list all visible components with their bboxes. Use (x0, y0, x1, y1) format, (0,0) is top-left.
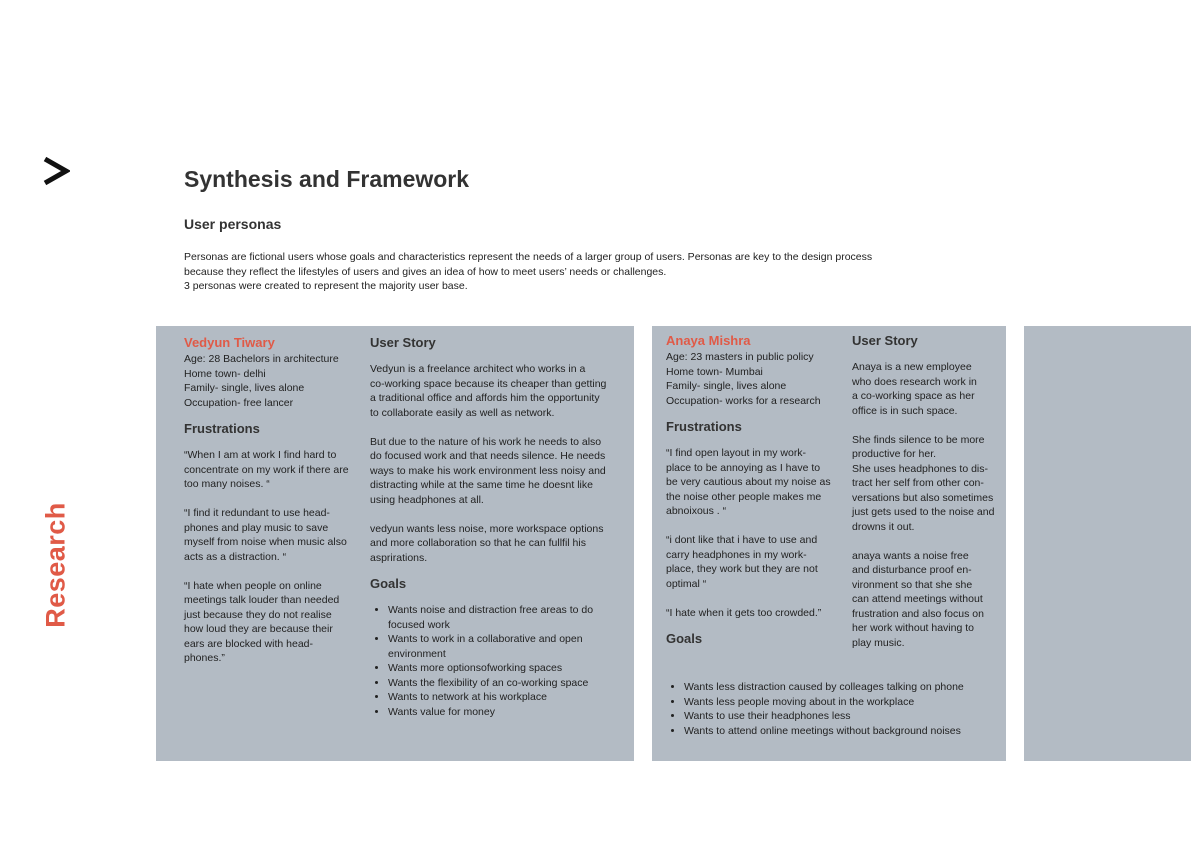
persona-detail: Occupation- free lancer (184, 396, 294, 409)
intro-paragraph (184, 250, 884, 294)
goal-item: • Wants less distraction caused by colleages talking on phone (684, 680, 996, 695)
user-story-heading: User Story (370, 335, 436, 350)
section-subtitle: User personas (184, 216, 282, 232)
persona-detail: Age: 28 Bachelors in architecture (184, 353, 339, 365)
goal-item: • Wants the flexibility of an co-working space (388, 676, 620, 691)
goal-item: • Wants to attend online meetings without background noises (684, 724, 996, 739)
intro-line: 3 personas were created to represent the majority user base. (184, 280, 468, 292)
goals-list (666, 680, 996, 738)
persona-name: Anaya Mishra (666, 333, 751, 348)
section-label: Research (40, 502, 71, 628)
intro-line: because they reflect the lifestyles of users and gives an idea of how to meet users’ needs or challenges. (184, 265, 667, 278)
frustration-quote: “I find open layout in my work- place to be annoying as I have to be very cautious about my noise as the noise other people makes me abnoixous . “ (666, 447, 831, 517)
persona-card-third (1024, 326, 1191, 761)
goal-item: • Wants to network at his workplace (388, 690, 620, 705)
goal-item: • Wants to use their headphones less (684, 709, 996, 724)
persona-card-anaya (652, 326, 1006, 761)
goals-heading: Goals (370, 576, 407, 591)
goal-item: • Wants to work in a collaborative and open environment (388, 632, 620, 661)
frustration-quote: “I find it redundant to use head- phones and play music to save myself from noise when music also acts as a distraction. “ (184, 507, 347, 563)
persona-detail: Family- single, lives alone (666, 380, 787, 392)
page-title: Synthesis and Framework (184, 166, 470, 192)
frustration-quote: “I hate when it gets too crowded.” (666, 606, 822, 619)
story-paragraph: vedyun wants less noise, more workspace options and more collaboration so that he can fullfil his asprirations. (370, 522, 604, 564)
frustrations-heading: Frustrations (666, 419, 742, 434)
goals-heading: Goals (666, 631, 703, 646)
story-paragraph: Anaya is a new employee who does research work in a co-working space as her office is in such space. (852, 361, 977, 417)
story-paragraph: But due to the nature of his work he needs to also do focused work and that needs silence. He needs ways to make his work environment less noisy and distracting while at the same time he doesnt like using headphones at all. (370, 435, 606, 506)
frustration-quote: “i dont like that i have to use and carry headphones in my work- place, they work but they are not optimal “ (666, 534, 818, 590)
goal-item: • Wants more optionsofworking spaces (388, 661, 620, 676)
persona-profile (666, 332, 838, 658)
persona-detail: Family- single, lives alone (184, 382, 305, 394)
persona-detail: Home town- Mumbai (666, 365, 763, 378)
story-paragraph: anaya wants a noise free and disturbance proof en- vironment so that she she can attend meetings without frustration and also focus on her work without having to play music. (852, 549, 984, 649)
goal-item: • Wants value for money (388, 705, 620, 720)
persona-profile (184, 334, 354, 666)
persona-story (852, 332, 1000, 650)
persona-story (370, 334, 620, 719)
story-paragraph: She finds silence to be more productive for her. She uses headphones to dis- tract her self from other con- versations but also sometimes just gets used to the noise and drowns it out. (852, 433, 995, 533)
frustrations-heading: Frustrations (184, 421, 260, 436)
persona-detail: Age: 23 masters in public policy (666, 351, 814, 363)
user-story-heading: User Story (852, 333, 918, 348)
intro-line: Personas are fictional users whose goals and characteristics represent the needs of a larger group of users. Personas are key to the design process (184, 251, 873, 263)
goal-item: • Wants less people moving about in the workplace (684, 695, 996, 710)
goal-item: • Wants noise and distraction free areas to do focused work (388, 603, 620, 632)
chevron-right-icon[interactable] (42, 156, 70, 186)
persona-card-vedyun (156, 326, 634, 761)
persona-detail: Occupation- works for a research (666, 394, 821, 407)
persona-name: Vedyun Tiwary (184, 335, 275, 350)
frustration-quote: “I hate when people on online meetings talk louder than needed just because they do not realise how loud they are because their ears are blocked with head- phones.” (184, 579, 340, 664)
story-paragraph: Vedyun is a freelance architect who works in a co-working space because its cheaper than getting a traditional office and affords him the opportunity to collaborate easily as well as network. (370, 363, 607, 419)
persona-goals (666, 680, 996, 738)
persona-detail: Home town- delhi (184, 367, 266, 380)
frustration-quote: “When I am at work I find hard to concentrate on my work if there are too many noises. “ (184, 449, 349, 490)
goals-list (370, 603, 620, 719)
